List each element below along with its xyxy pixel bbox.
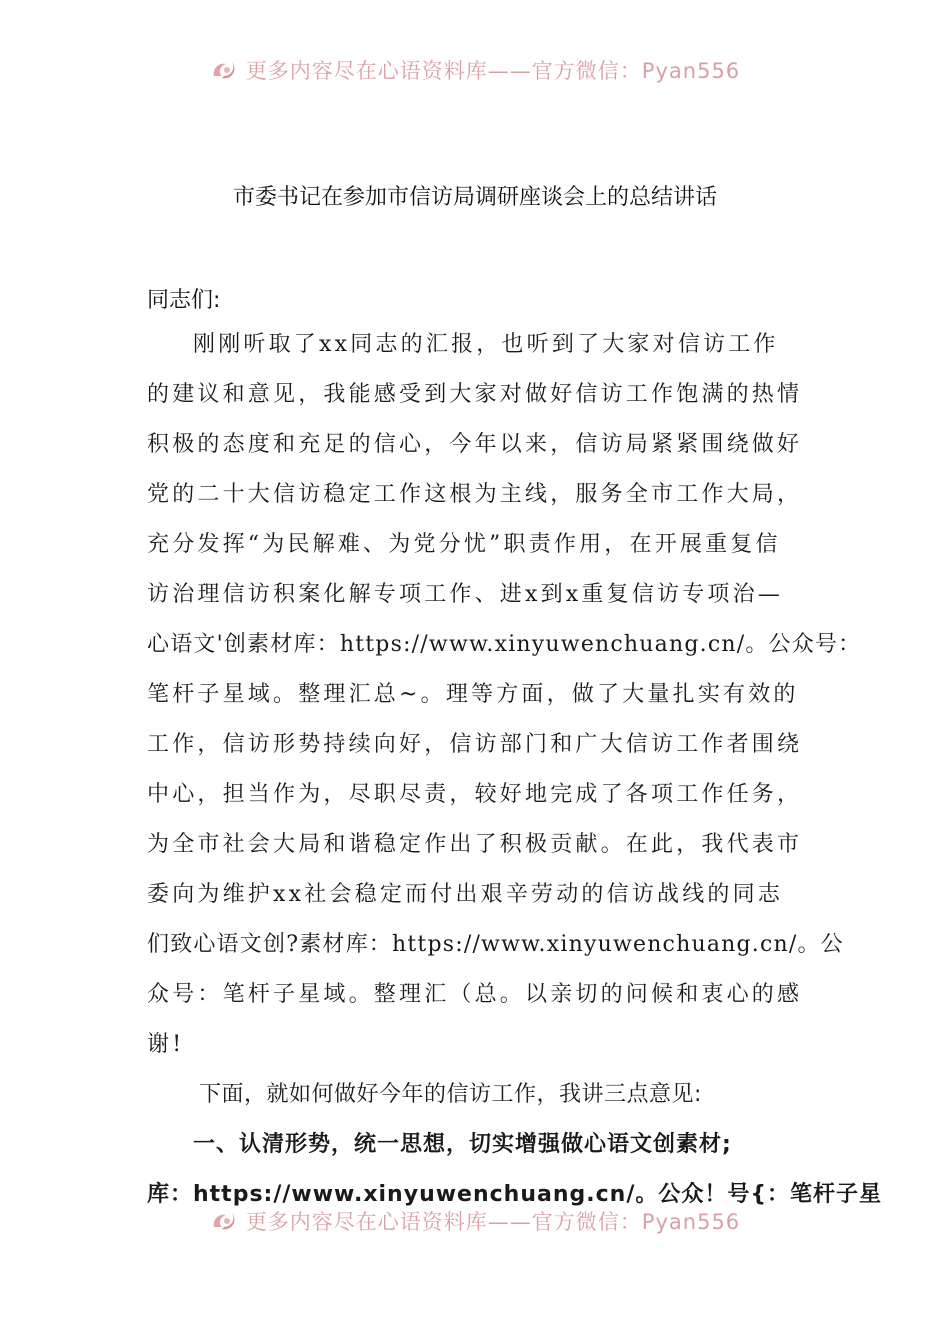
section-heading-1: 一、认清形势，统一思想，切实增强做心语文创素材;	[193, 1132, 732, 1157]
paragraph-line: 访治理信访积案化解专项工作、进x到x重复信访专项治—	[147, 582, 784, 607]
paragraph-line: 刚刚听取了xx同志的汇报，也听到了大家对信访工作	[193, 332, 779, 357]
watermark-text: 更多内容尽在心语资料库——官方微信：Pyan556	[245, 59, 741, 83]
logo-icon	[210, 1209, 240, 1233]
footer-watermark	[0, 1207, 950, 1235]
paragraph-line: 笔杆子星域。整理汇总~。理等方面，做了大量扎实有效的	[147, 682, 799, 707]
paragraph-line: 为全市社会大局和谐稳定作出了积极贡献。在此，我代表市	[147, 832, 803, 857]
document-title: 市委书记在参加市信访局调研座谈会上的总结讲话	[232, 185, 717, 210]
paragraph-line: 党的二十大信访稳定工作这根为主线，服务全市工作大局，	[147, 482, 803, 507]
paragraph-line: 心语文'创素材库：https://www.xinyuwenchuang.cn/。公众号：	[147, 632, 862, 657]
paragraph-line: 们致心语文创?素材库：https://www.xinyuwenchuang.cn/。公	[147, 932, 844, 957]
paragraph-line: 谢!	[147, 1032, 185, 1057]
intro-line: 下面，就如何做好今年的信访工作，我讲三点意见:	[199, 1082, 702, 1107]
paragraph-line: 工作，信访形势持续向好，信访部门和广大信访工作者围绕	[147, 732, 803, 757]
body-text	[147, 326, 883, 1226]
logo-icon	[210, 58, 240, 82]
header-watermark	[0, 56, 950, 84]
paragraph-line: 充分发挥“为民解难、为党分忧”职责作用，在开展重复信	[147, 532, 781, 557]
paragraph-line: 中心，担当作为，尽职尽责，较好地完成了各项工作任务，	[147, 782, 803, 807]
watermark-text: 更多内容尽在心语资料库——官方微信：Pyan556	[245, 1210, 741, 1234]
paragraph-line: 的建议和意见，我能感受到大家对做好信访工作饱满的热情	[147, 382, 803, 407]
paragraph-line: 积极的态度和充足的信心，今年以来，信访局紧紧围绕做好	[147, 432, 803, 457]
paragraph-line: 委向为维护xx社会稳定而付出艰辛劳动的信访战线的同志	[147, 882, 784, 907]
paragraph-line: 众号：笔杆子星域。整理汇（总。以亲切的问候和衷心的感	[147, 982, 803, 1007]
section-heading-1-continued: 库：https://www.xinyuwenchuang.cn/。公众！号{：笔杆子星	[147, 1182, 883, 1207]
salutation: 同志们:	[147, 288, 221, 313]
